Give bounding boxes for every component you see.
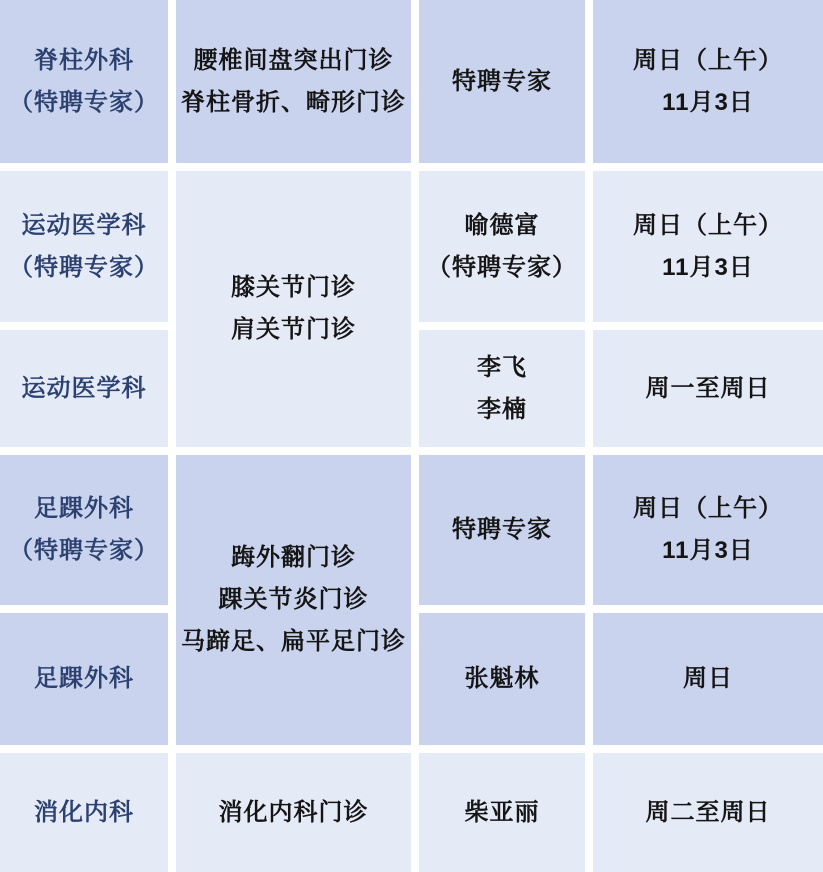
cell-doctor-spine-expert (419, 0, 585, 163)
cell-department-foot-expert (0, 455, 168, 605)
cell-clinics-spine (176, 0, 411, 163)
cell-department-sports-expert (0, 171, 168, 322)
cell-schedule-foot (593, 613, 823, 745)
department-name: 足踝外科 (34, 665, 134, 692)
cell-doctor-sports-expert (419, 171, 585, 322)
doctor-name: 特聘专家 (452, 67, 552, 95)
clinic-name: 踝关节炎门诊 (218, 586, 369, 613)
cell-clinics-sports-merged (176, 171, 411, 447)
cell-doctors-sports (419, 330, 585, 447)
cell-schedule-foot-expert (593, 455, 823, 605)
doctor-name: 张魁林 (464, 665, 540, 692)
doctor-name: 李飞 (477, 353, 527, 381)
doctor-name: 特聘专家 (452, 516, 552, 543)
clinic-name: 腰椎间盘突出门诊 (193, 46, 394, 74)
department-name: 运动医学科 (21, 211, 147, 239)
schedule-date: 11月3日 (662, 88, 754, 116)
clinic-name: 消化内科门诊 (218, 798, 369, 826)
cell-department-sports (0, 330, 168, 447)
clinic-name: 踇外翻门诊 (231, 544, 356, 571)
doctor-name: 喻德富 (464, 211, 540, 239)
department-qualifier: （特聘专家） (9, 88, 159, 116)
cell-schedule-sports (593, 330, 823, 447)
cell-department-foot (0, 613, 168, 745)
schedule-day: 周日 (683, 665, 733, 692)
department-qualifier: （特聘专家） (9, 253, 159, 281)
clinic-name: 马蹄足、扁平足门诊 (181, 628, 406, 655)
department-name: 足踝外科 (34, 495, 134, 522)
doctor-qualifier: （特聘专家） (427, 253, 577, 281)
schedule-day: 周二至周日 (645, 798, 771, 826)
cell-department-gastro (0, 753, 168, 872)
doctor-name: 李楠 (477, 395, 527, 423)
department-name: 消化内科 (34, 798, 134, 826)
cell-schedule-spine-expert (593, 0, 823, 163)
clinic-name: 膝关节门诊 (231, 274, 356, 301)
clinic-name: 脊柱骨折、畸形门诊 (181, 88, 406, 116)
schedule-day: 周日（上午） (633, 495, 783, 522)
cell-department-spine-expert (0, 0, 168, 163)
clinic-name: 肩关节门诊 (231, 316, 356, 343)
schedule-day: 周一至周日 (645, 374, 771, 402)
cell-doctor-gastro (419, 753, 585, 872)
schedule-day: 周日（上午） (633, 211, 783, 239)
department-qualifier: （特聘专家） (9, 537, 159, 564)
schedule-date: 11月3日 (662, 253, 754, 281)
doctor-name: 柴亚丽 (464, 798, 540, 826)
department-name: 运动医学科 (21, 374, 147, 402)
department-name: 脊柱外科 (34, 46, 134, 74)
cell-schedule-gastro (593, 753, 823, 872)
cell-clinics-gastro (176, 753, 411, 872)
cell-schedule-sports-expert (593, 171, 823, 322)
cell-clinics-foot-merged (176, 455, 411, 745)
cell-doctor-foot (419, 613, 585, 745)
schedule-date: 11月3日 (662, 537, 754, 564)
schedule-day: 周日（上午） (633, 46, 783, 74)
cell-doctor-foot-expert (419, 455, 585, 605)
